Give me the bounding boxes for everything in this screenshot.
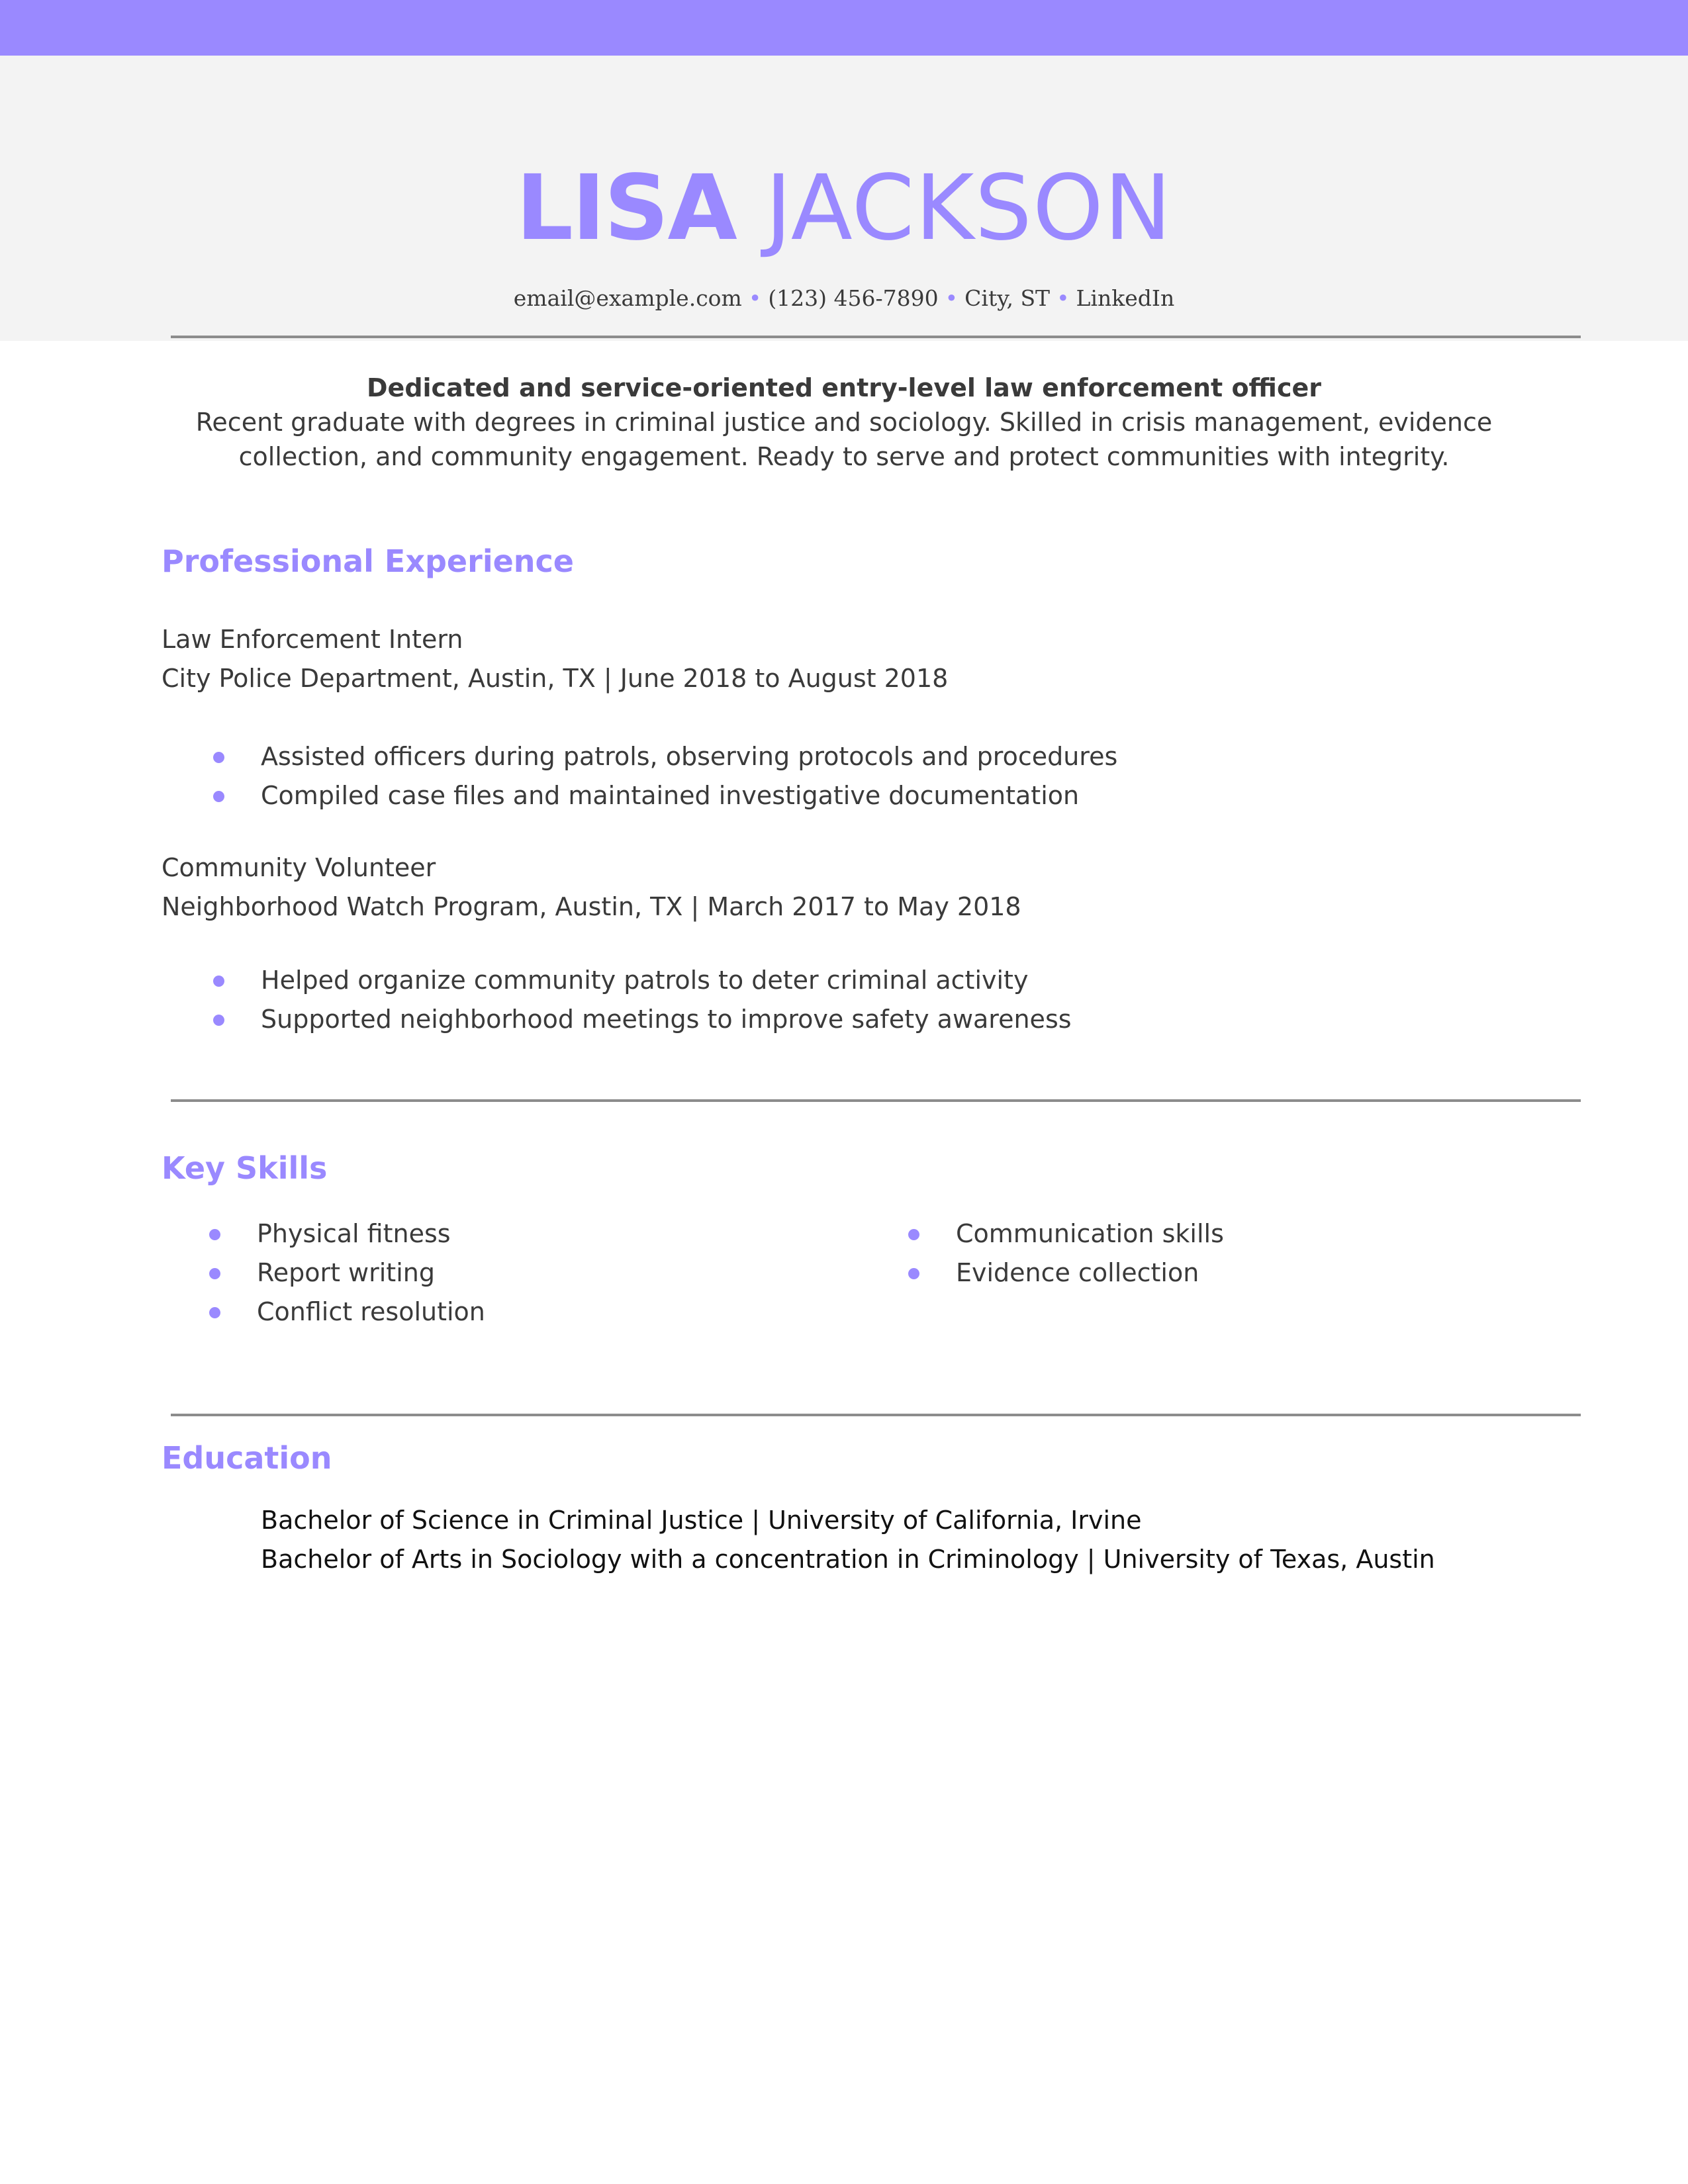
bullet-icon — [213, 1015, 224, 1026]
bullet-icon — [213, 791, 224, 802]
section-title-skills: Key Skills — [162, 1150, 328, 1186]
section-title-education: Education — [162, 1440, 332, 1476]
list-item — [162, 961, 1072, 1000]
section-title-experience: Professional Experience — [162, 543, 574, 579]
bullet-icon — [908, 1229, 919, 1240]
skill-text: Evidence collection — [956, 1258, 1199, 1287]
bullet-text: Assisted officers during patrols, observing protocols and procedures — [261, 742, 1118, 771]
summary-body: Recent graduate with degrees in criminal justice and sociology. Skilled in crisis management, evidence collection, and community engagement. Ready to serve and protect communities with integrity. — [195, 408, 1493, 471]
education-item: Bachelor of Arts in Sociology with a concentration in Criminology | University of Texas, Austin — [261, 1545, 1435, 1574]
list-item — [162, 1293, 485, 1332]
bullet-separator-icon: • — [1056, 285, 1070, 311]
job-bullets — [162, 737, 1117, 815]
job-title: Law Enforcement Intern — [162, 625, 463, 654]
list-item — [162, 1253, 485, 1293]
bullet-icon — [209, 1307, 220, 1318]
header-divider — [171, 336, 1581, 338]
bullet-icon — [209, 1268, 220, 1279]
summary-block — [159, 371, 1529, 474]
bullet-text: Compiled case files and maintained investigative documentation — [261, 781, 1080, 810]
skill-text: Physical fitness — [257, 1219, 451, 1248]
list-item — [162, 1000, 1072, 1039]
skills-list-left — [162, 1214, 485, 1332]
job-org: Neighborhood Watch Program, Austin, TX | March 2017 to May 2018 — [162, 892, 1021, 921]
job-entry — [162, 848, 1552, 927]
list-item — [162, 1214, 485, 1253]
section-divider — [171, 1099, 1581, 1102]
candidate-name — [0, 152, 1688, 265]
bullet-icon — [209, 1229, 220, 1240]
list-item — [861, 1253, 1224, 1293]
bullet-icon — [908, 1268, 919, 1279]
job-bullets — [162, 961, 1072, 1039]
bullet-text: Supported neighborhood meetings to improve safety awareness — [261, 1005, 1072, 1034]
list-item — [162, 776, 1117, 815]
phone-text: (123) 456-7890 — [768, 285, 939, 311]
list-item — [162, 737, 1117, 776]
skills-list-right — [861, 1214, 1224, 1293]
job-org: City Police Department, Austin, TX | June 2018 to August 2018 — [162, 664, 949, 693]
bullet-text: Helped organize community patrols to deter criminal activity — [261, 966, 1029, 995]
summary-headline: Dedicated and service-oriented entry-level law enforcement officer — [367, 373, 1321, 402]
last-name: JACKSON — [765, 156, 1172, 261]
skill-text: Report writing — [257, 1258, 435, 1287]
top-accent-band — [0, 0, 1688, 56]
job-title: Community Volunteer — [162, 853, 436, 882]
job-entry — [162, 620, 1552, 698]
skill-text: Conflict resolution — [257, 1297, 485, 1326]
education-item: Bachelor of Science in Criminal Justice | University of California, Irvine — [261, 1506, 1142, 1535]
bullet-icon — [213, 976, 224, 987]
first-name: LISA — [516, 156, 736, 261]
list-item — [861, 1214, 1224, 1253]
location-text: City, ST — [964, 285, 1051, 311]
skill-text: Communication skills — [956, 1219, 1224, 1248]
bullet-separator-icon: • — [748, 285, 762, 311]
section-divider — [171, 1414, 1581, 1416]
linkedin-link[interactable]: LinkedIn — [1076, 285, 1175, 311]
education-list — [261, 1501, 1585, 1579]
bullet-separator-icon: • — [945, 285, 959, 311]
bullet-icon — [213, 752, 224, 763]
contact-line — [0, 282, 1688, 315]
email-text: email@example.com — [513, 285, 742, 311]
